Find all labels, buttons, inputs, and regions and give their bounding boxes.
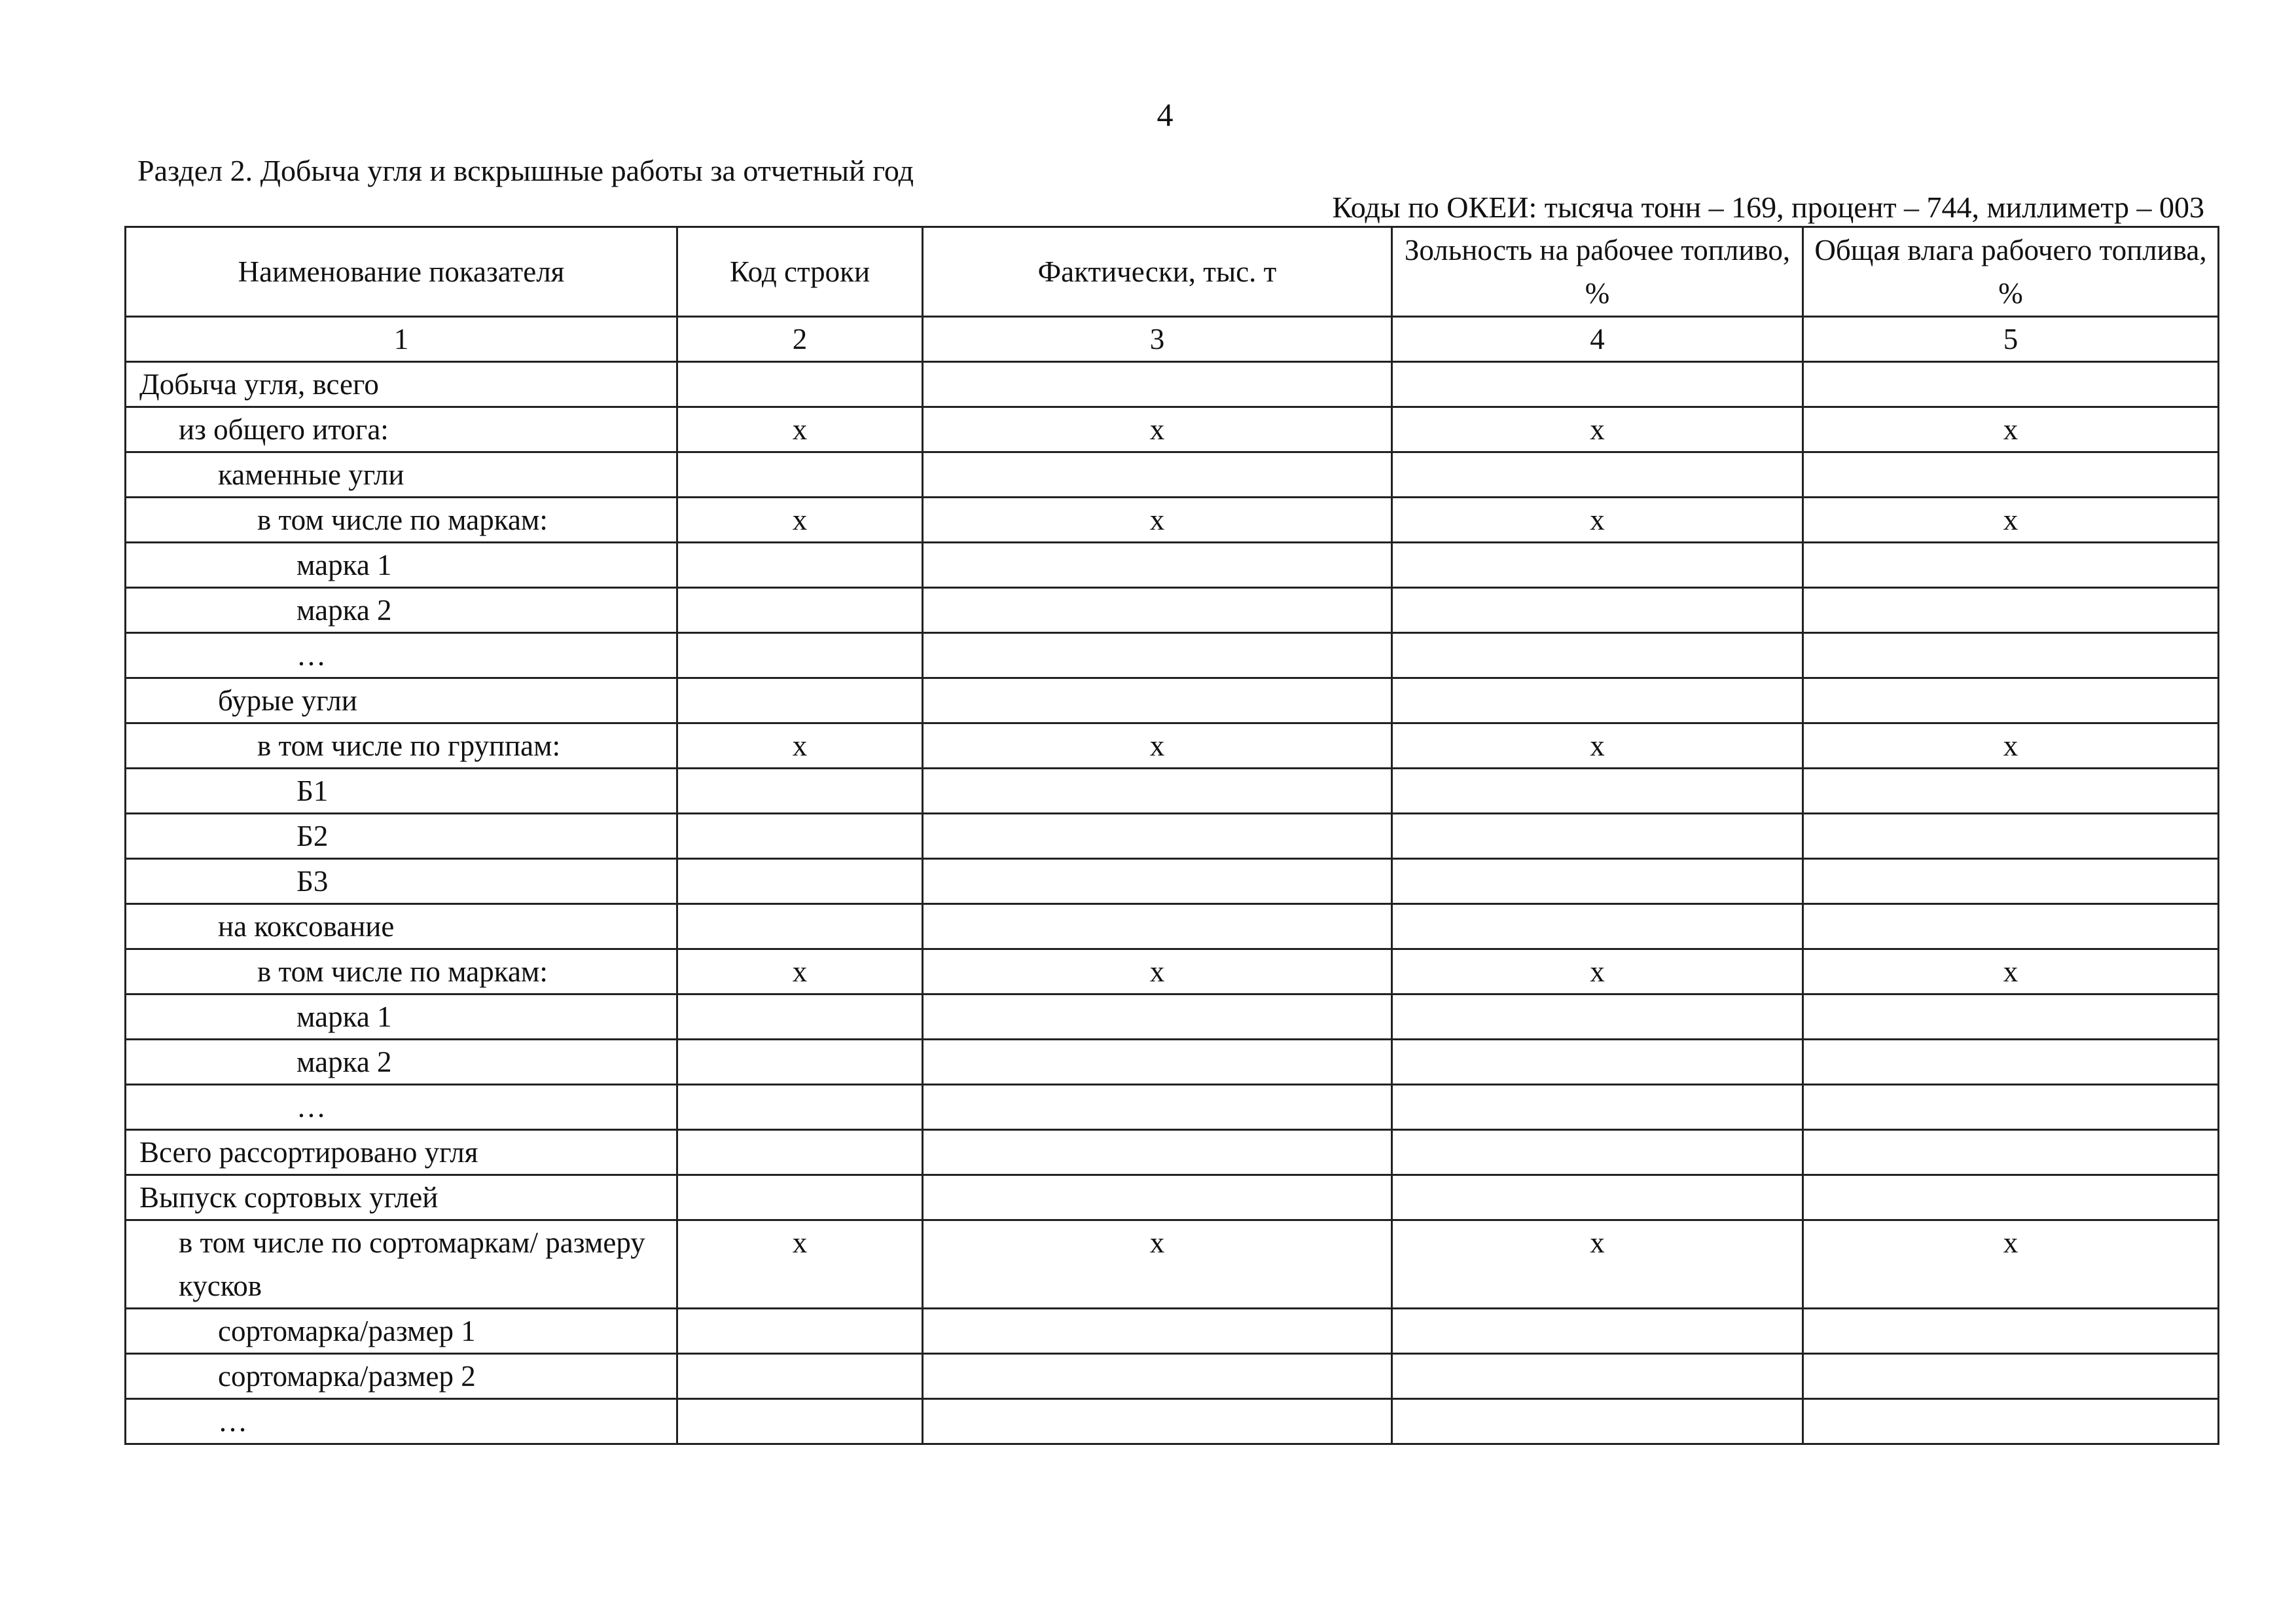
not-applicable-cell: x: [1803, 407, 2219, 452]
not-applicable-cell: x: [1803, 1220, 2219, 1309]
input-cell[interactable]: [923, 588, 1392, 633]
input-cell[interactable]: [677, 769, 923, 814]
input-cell[interactable]: [677, 543, 923, 588]
row-indicator-name: Б2: [126, 814, 677, 859]
input-cell[interactable]: [677, 1130, 923, 1175]
input-cell[interactable]: [1803, 769, 2219, 814]
table-row: [126, 498, 2219, 543]
row-indicator-name: Добыча угля, всего: [126, 362, 677, 407]
input-cell[interactable]: [1803, 633, 2219, 678]
input-cell[interactable]: [677, 1040, 923, 1085]
input-cell[interactable]: [1803, 678, 2219, 723]
input-cell[interactable]: [1392, 452, 1803, 498]
input-cell[interactable]: [1392, 633, 1803, 678]
not-applicable-cell: x: [1392, 1220, 1803, 1309]
input-cell[interactable]: [923, 633, 1392, 678]
input-cell[interactable]: [677, 633, 923, 678]
input-cell[interactable]: [1392, 588, 1803, 633]
not-applicable-cell: x: [1392, 498, 1803, 543]
input-cell[interactable]: [923, 1399, 1392, 1444]
input-cell[interactable]: [923, 362, 1392, 407]
input-cell[interactable]: [1803, 994, 2219, 1040]
input-cell[interactable]: [923, 994, 1392, 1040]
table-row: [126, 1085, 2219, 1130]
header-actual: Фактически, тыс. т: [923, 227, 1392, 317]
input-cell[interactable]: [677, 1085, 923, 1130]
okei-codes: Коды по ОКЕИ: тысяча тонн – 169, процент – 744, миллиметр – 003: [1332, 191, 2204, 224]
input-cell[interactable]: [1392, 769, 1803, 814]
table-row: [126, 1175, 2219, 1220]
input-cell[interactable]: [923, 769, 1392, 814]
table-row: [126, 543, 2219, 588]
input-cell[interactable]: [1803, 588, 2219, 633]
input-cell[interactable]: [677, 1175, 923, 1220]
table-row: [126, 1220, 2219, 1309]
header-indicator-name: Наименование показателя: [126, 227, 677, 317]
table-row: [126, 859, 2219, 904]
table-row: [126, 904, 2219, 949]
input-cell[interactable]: [923, 859, 1392, 904]
not-applicable-cell: x: [1392, 723, 1803, 769]
input-cell[interactable]: [1392, 1354, 1803, 1399]
table-row: [126, 994, 2219, 1040]
input-cell[interactable]: [1392, 1175, 1803, 1220]
input-cell[interactable]: [1392, 1399, 1803, 1444]
input-cell[interactable]: [1803, 1175, 2219, 1220]
table-row: [126, 1130, 2219, 1175]
header-line-code: Код строки: [677, 227, 923, 317]
table-row: [126, 633, 2219, 678]
input-cell[interactable]: [923, 452, 1392, 498]
input-cell[interactable]: [677, 1354, 923, 1399]
not-applicable-cell: x: [923, 723, 1392, 769]
table-row: [126, 723, 2219, 769]
input-cell[interactable]: [677, 362, 923, 407]
not-applicable-cell: x: [923, 949, 1392, 994]
not-applicable-cell: x: [1392, 407, 1803, 452]
input-cell[interactable]: [1392, 1085, 1803, 1130]
input-cell[interactable]: [1803, 1130, 2219, 1175]
column-number: 2: [677, 317, 923, 362]
not-applicable-cell: x: [677, 723, 923, 769]
table-row: [126, 1399, 2219, 1444]
row-indicator-name: сортомарка/размер 1: [126, 1309, 677, 1354]
input-cell[interactable]: [677, 904, 923, 949]
column-number: 3: [923, 317, 1392, 362]
input-cell[interactable]: [1803, 1085, 2219, 1130]
table-row: [126, 362, 2219, 407]
input-cell[interactable]: [1392, 859, 1803, 904]
page-number: 4: [1157, 96, 1174, 133]
row-indicator-name: марка 2: [126, 1040, 677, 1085]
table-row: [126, 678, 2219, 723]
input-cell[interactable]: [1803, 904, 2219, 949]
table-row: [126, 949, 2219, 994]
input-cell[interactable]: [677, 452, 923, 498]
input-cell[interactable]: [1392, 1040, 1803, 1085]
input-cell[interactable]: [923, 1085, 1392, 1130]
row-indicator-name: Всего рассортировано угля: [126, 1130, 677, 1175]
row-indicator-name: …: [126, 1399, 677, 1444]
table-row: [126, 1309, 2219, 1354]
not-applicable-cell: x: [677, 498, 923, 543]
row-indicator-name: в том числе по сортомаркам/ размеру кусков: [126, 1220, 677, 1309]
table-row: [126, 407, 2219, 452]
input-cell[interactable]: [1392, 678, 1803, 723]
row-indicator-name: …: [126, 633, 677, 678]
section-title: Раздел 2. Добыча угля и вскрышные работы за отчетный год: [137, 154, 914, 187]
not-applicable-cell: x: [923, 1220, 1392, 1309]
input-cell[interactable]: [923, 678, 1392, 723]
table-row: [126, 769, 2219, 814]
input-cell[interactable]: [1392, 814, 1803, 859]
table-row: [126, 814, 2219, 859]
input-cell[interactable]: [923, 543, 1392, 588]
input-cell[interactable]: [1803, 1399, 2219, 1444]
table-row: [126, 1354, 2219, 1399]
input-cell[interactable]: [923, 1130, 1392, 1175]
row-indicator-name: …: [126, 1085, 677, 1130]
row-indicator-name: из общего итога:: [126, 407, 677, 452]
table-body: [126, 362, 2219, 1444]
input-cell[interactable]: [1803, 452, 2219, 498]
row-indicator-name: на коксование: [126, 904, 677, 949]
row-indicator-name: марка 1: [126, 543, 677, 588]
header-ash-content: Зольность на рабочее топливо, %: [1392, 227, 1803, 317]
header-total-moisture: Общая влага рабочего топлива, %: [1803, 227, 2219, 317]
input-cell[interactable]: [677, 678, 923, 723]
table-row: [126, 1040, 2219, 1085]
input-cell[interactable]: [1803, 1354, 2219, 1399]
input-cell[interactable]: [1392, 362, 1803, 407]
not-applicable-cell: x: [923, 407, 1392, 452]
column-numbers-row: [126, 317, 2219, 362]
row-indicator-name: марка 1: [126, 994, 677, 1040]
row-indicator-name: Б3: [126, 859, 677, 904]
input-cell[interactable]: [1392, 543, 1803, 588]
input-cell[interactable]: [1803, 1040, 2219, 1085]
input-cell[interactable]: [677, 859, 923, 904]
row-indicator-name: Б1: [126, 769, 677, 814]
input-cell[interactable]: [1803, 859, 2219, 904]
header-row: [126, 227, 2219, 317]
input-cell[interactable]: [677, 1309, 923, 1354]
input-cell[interactable]: [923, 904, 1392, 949]
input-cell[interactable]: [1803, 1309, 2219, 1354]
column-number: 5: [1803, 317, 2219, 362]
input-cell[interactable]: [677, 994, 923, 1040]
input-cell[interactable]: [1392, 904, 1803, 949]
row-indicator-name: Выпуск сортовых углей: [126, 1175, 677, 1220]
input-cell[interactable]: [923, 1354, 1392, 1399]
row-indicator-name: сортомарка/размер 2: [126, 1354, 677, 1399]
input-cell[interactable]: [923, 1040, 1392, 1085]
input-cell[interactable]: [1392, 1309, 1803, 1354]
row-indicator-name: бурые угли: [126, 678, 677, 723]
row-indicator-name: каменные угли: [126, 452, 677, 498]
input-cell[interactable]: [923, 1309, 1392, 1354]
coal-production-table: [124, 226, 2219, 1445]
input-cell[interactable]: [677, 588, 923, 633]
input-cell[interactable]: [923, 814, 1392, 859]
input-cell[interactable]: [923, 1175, 1392, 1220]
not-applicable-cell: x: [677, 1220, 923, 1309]
column-number: 4: [1392, 317, 1803, 362]
not-applicable-cell: x: [923, 498, 1392, 543]
column-number: 1: [126, 317, 677, 362]
input-cell[interactable]: [1803, 362, 2219, 407]
not-applicable-cell: x: [677, 949, 923, 994]
not-applicable-cell: x: [1803, 949, 2219, 994]
table-row: [126, 452, 2219, 498]
not-applicable-cell: x: [677, 407, 923, 452]
input-cell[interactable]: [677, 814, 923, 859]
input-cell[interactable]: [1803, 543, 2219, 588]
row-indicator-name: в том числе по маркам:: [126, 949, 677, 994]
input-cell[interactable]: [1392, 1130, 1803, 1175]
input-cell[interactable]: [1803, 814, 2219, 859]
row-indicator-name: в том числе по маркам:: [126, 498, 677, 543]
input-cell[interactable]: [677, 1399, 923, 1444]
row-indicator-name: в том числе по группам:: [126, 723, 677, 769]
table-row: [126, 588, 2219, 633]
input-cell[interactable]: [1392, 994, 1803, 1040]
not-applicable-cell: x: [1803, 723, 2219, 769]
not-applicable-cell: x: [1392, 949, 1803, 994]
not-applicable-cell: x: [1803, 498, 2219, 543]
row-indicator-name: марка 2: [126, 588, 677, 633]
